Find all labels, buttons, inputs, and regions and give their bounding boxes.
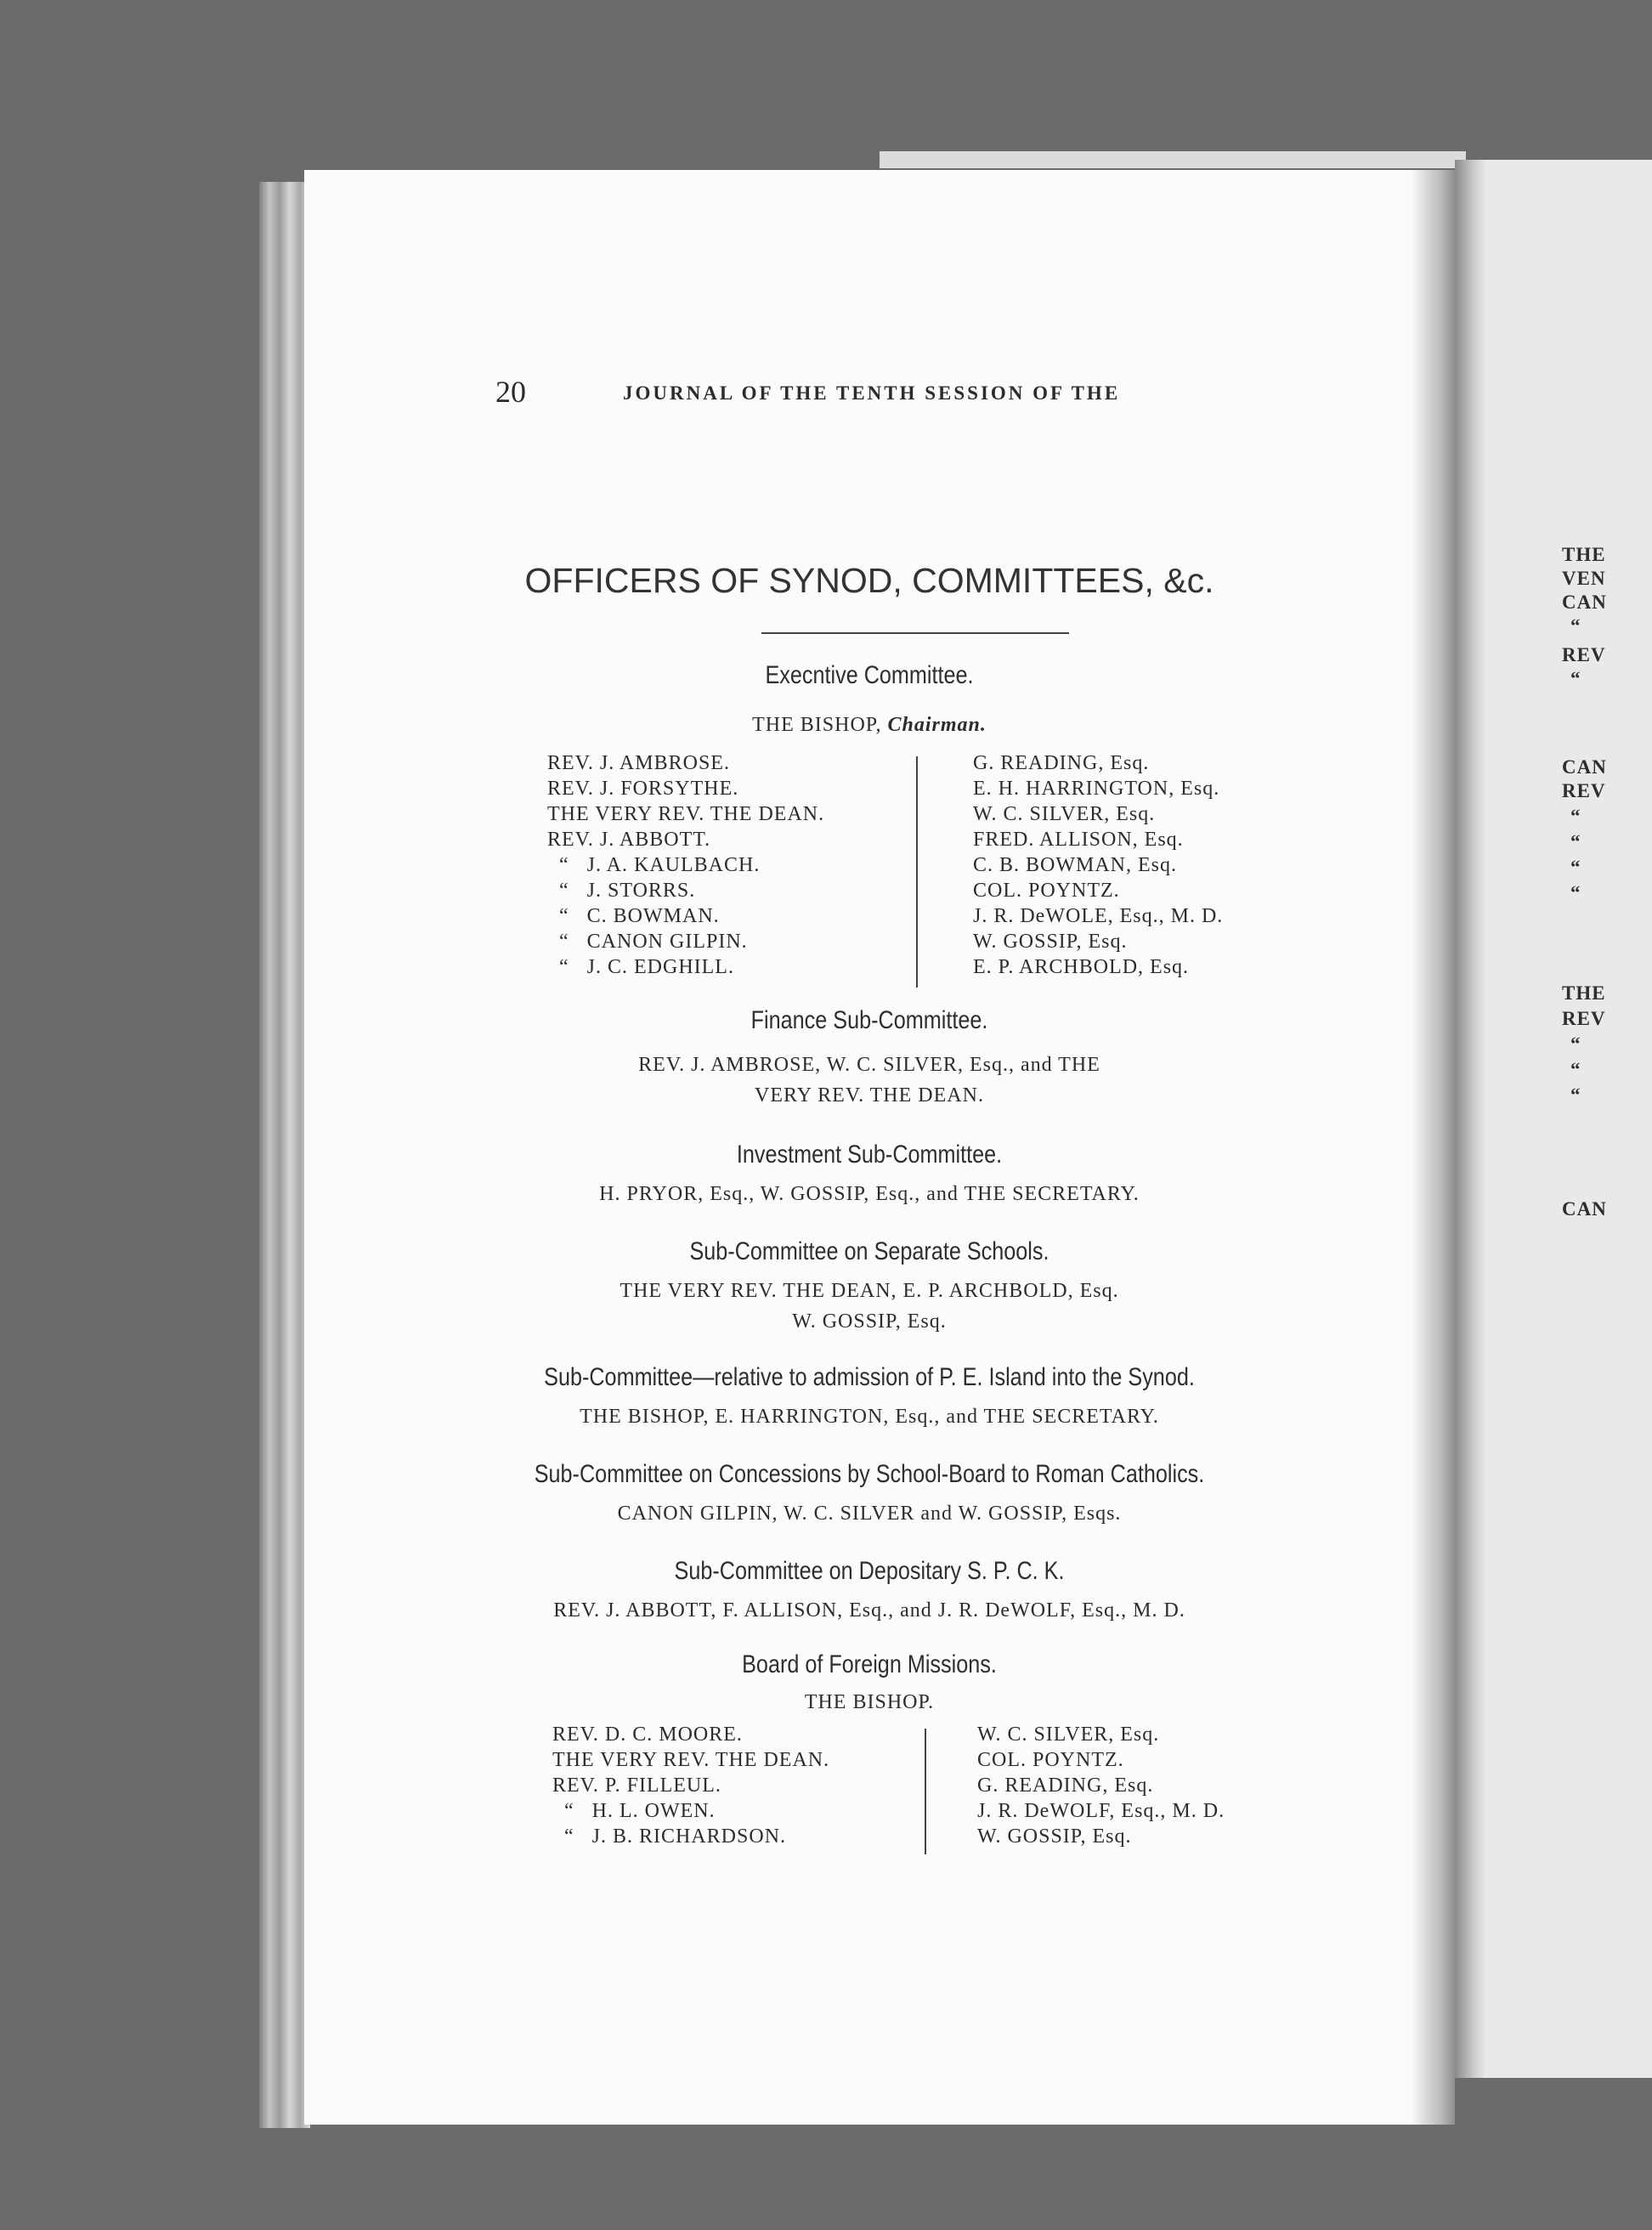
list-item: “ J. A. KAULBACH.: [547, 854, 761, 876]
adjacent-page-fragment: “: [1570, 1084, 1581, 1106]
adjacent-page-fragment: REV: [1562, 1008, 1606, 1029]
investment-line-1: H. PRYOR, Esq., W. GOSSIP, Esq., and THE SECRETARY.: [599, 1183, 1140, 1205]
finance-line-2: VERY REV. THE DEAN.: [755, 1084, 984, 1107]
document-page: [304, 170, 1434, 2125]
adjacent-page-fragment: “: [1570, 857, 1581, 878]
executive-right-column: [973, 750, 1223, 980]
foreign-missions-right-column: [977, 1722, 1225, 1849]
chairman-role: Chairman.: [887, 714, 987, 736]
adjacent-page-fragment: CAN: [1562, 756, 1607, 778]
list-item: W. GOSSIP, Esq.: [977, 1825, 1132, 1848]
list-item: W. C. SILVER, Esq.: [973, 803, 1156, 825]
foreign-missions-chair: THE BISHOP.: [804, 1691, 935, 1713]
adjacent-page-fragment: CAN: [1562, 591, 1607, 613]
list-item: C. B. BOWMAN, Esq.: [973, 854, 1178, 876]
list-item: REV. P. FILLEUL.: [552, 1774, 721, 1797]
depositary-heading: Sub-Committee on Depositary S. P. C. K.: [674, 1557, 1065, 1585]
page-number: 20: [495, 375, 526, 409]
list-item: “ CANON GILPIN.: [547, 931, 748, 953]
concessions-heading: Sub-Committee on Concessions by School-Board to Roman Catholics.: [534, 1460, 1205, 1488]
list-item: THE VERY REV. THE DEAN.: [547, 803, 825, 825]
adjacent-page-fragment: THE: [1562, 982, 1606, 1004]
list-item: W. C. SILVER, Esq.: [977, 1723, 1160, 1746]
column-divider: [916, 756, 918, 988]
column-divider: [925, 1729, 926, 1854]
list-item: E. P. ARCHBOLD, Esq.: [973, 956, 1190, 978]
page-title: OFFICERS OF SYNOD, COMMITTEES, &c.: [524, 561, 1214, 600]
list-item: “ C. BOWMAN.: [547, 905, 720, 927]
title-rule: [761, 632, 1069, 634]
executive-committee-heading: Execntive Committee.: [765, 661, 974, 689]
adjacent-page-fragment: “: [1570, 615, 1581, 637]
adjacent-page: [1455, 160, 1652, 2078]
chairman-name: THE BISHOP,: [752, 714, 882, 736]
list-item: REV. J. ABBOTT.: [547, 829, 711, 851]
separate-schools-line-1: THE VERY REV. THE DEAN, E. P. ARCHBOLD, Esq.: [620, 1280, 1119, 1302]
list-item: E. H. HARRINGTON, Esq.: [973, 778, 1220, 800]
foreign-missions-heading: Board of Foreign Missions.: [742, 1650, 997, 1678]
concessions-line-1: CANON GILPIN, W. C. SILVER and W. GOSSIP, Esqs.: [617, 1503, 1122, 1525]
adjacent-page-fragment: “: [1570, 831, 1581, 852]
finance-line-1: REV. J. AMBROSE, W. C. SILVER, Esq., and THE: [638, 1054, 1100, 1076]
adjacent-page-fragment: REV: [1562, 644, 1606, 665]
adjacent-page-fragment: VEN: [1562, 568, 1606, 589]
adjacent-page-fragment: “: [1570, 1033, 1581, 1055]
adjacent-page-fragment: THE: [1562, 544, 1606, 565]
list-item: “ J. B. RICHARDSON.: [552, 1825, 787, 1848]
page-shadow: [1411, 170, 1455, 2125]
list-item: REV. J. AMBROSE.: [547, 752, 730, 774]
separate-schools-line-2: W. GOSSIP, Esq.: [792, 1310, 947, 1333]
running-head: [495, 374, 1260, 408]
pei-line-1: THE BISHOP, E. HARRINGTON, Esq., and THE SECRETARY.: [580, 1406, 1159, 1428]
list-item: “ H. L. OWEN.: [552, 1800, 716, 1822]
list-item: “ J. C. EDGHILL.: [547, 956, 734, 978]
list-item: COL. POYNTZ.: [973, 880, 1120, 902]
list-item: THE VERY REV. THE DEAN.: [552, 1749, 830, 1771]
list-item: G. READING, Esq.: [973, 752, 1150, 774]
list-item: COL. POYNTZ.: [977, 1749, 1124, 1771]
executive-left-column: [547, 750, 824, 980]
adjacent-page-fragment: CAN: [1562, 1198, 1607, 1220]
investment-heading: Investment Sub-Committee.: [736, 1140, 1003, 1169]
list-item: REV. J. FORSYTHE.: [547, 778, 739, 800]
adjacent-page-fragment: “: [1570, 806, 1581, 827]
book-edge: [259, 182, 310, 2128]
list-item: W. GOSSIP, Esq.: [973, 931, 1128, 953]
list-item: G. READING, Esq.: [977, 1774, 1154, 1797]
list-item: J. R. DeWOLF, Esq., M. D.: [977, 1800, 1225, 1822]
executive-chairman: [304, 714, 1434, 737]
finance-heading: Finance Sub-Committee.: [750, 1006, 988, 1034]
pei-heading: Sub-Committee—relative to admission of P. E. Island into the Synod.: [544, 1363, 1195, 1391]
list-item: REV. D. C. MOORE.: [552, 1723, 743, 1746]
list-item: “ J. STORRS.: [547, 880, 696, 902]
depositary-line-1: REV. J. ABBOTT, F. ALLISON, Esq., and J. R. DeWOLF, Esq., M. D.: [553, 1599, 1185, 1622]
adjacent-page-fragment: “: [1570, 668, 1581, 689]
foreign-missions-left-column: [552, 1722, 829, 1849]
scan-bar: [880, 151, 1466, 168]
adjacent-page-fragment: REV: [1562, 780, 1606, 801]
list-item: J. R. DeWOLE, Esq., M. D.: [973, 905, 1224, 927]
running-title: JOURNAL OF THE TENTH SESSION OF THE: [623, 382, 1121, 404]
adjacent-page-fragment: “: [1570, 1059, 1581, 1080]
separate-schools-heading: Sub-Committee on Separate Schools.: [689, 1237, 1049, 1265]
list-item: FRED. ALLISON, Esq.: [973, 829, 1184, 851]
adjacent-page-fragment: “: [1570, 882, 1581, 903]
